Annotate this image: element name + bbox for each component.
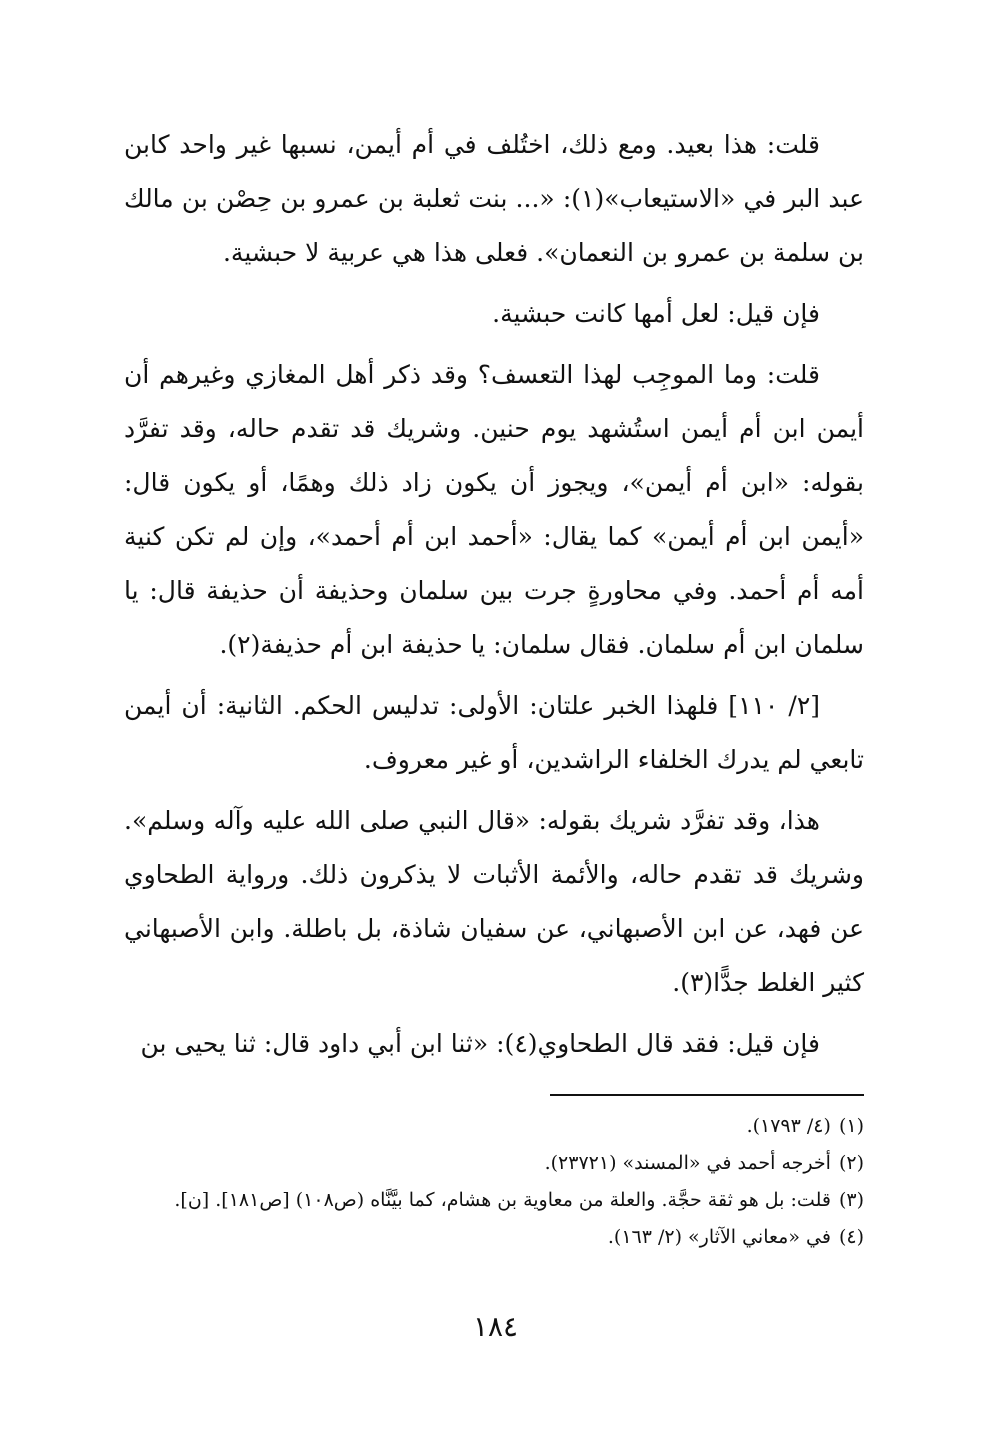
footnote	[124, 1145, 864, 1182]
footnote-text: قلت: بل هو ثقة حجَّة. والعلة من معاوية بن هشام، كما بيَّنَّاه (ص١٠٨) [ص١٨١]. [ن].	[174, 1189, 831, 1211]
footnote	[124, 1108, 864, 1145]
footnote-number: (١)	[838, 1115, 864, 1137]
paragraph: فإن قيل: لعل أمها كانت حبشية.	[492, 299, 820, 328]
footnote	[124, 1219, 864, 1256]
paragraph: [٢/ ١١٠] فلهذا الخبر علتان: الأولى: تدليس الحكم. الثانية: أن أيمن تابعي لم يدرك الخلفاء الراشدين، أو غير معروف.	[124, 691, 864, 774]
footnotes	[124, 1108, 864, 1256]
footnote-text: (٤/ ١٧٩٣).	[746, 1115, 831, 1137]
main-text	[124, 118, 864, 1078]
footnote-text: في «معاني الآثار» (٢/ ١٦٣).	[607, 1226, 831, 1248]
paragraph: قلت: هذا بعيد. ومع ذلك، اختُلف في أم أيمن، نسبها غير واحد كابن عبد البر في «الاستيعاب»(١): «... بنت ثعلبة بن عمرو بن حِصْن بن مالك بن سلمة بن عمرو بن النعمان». فعلى هذا هي عربية لا حبشية.	[124, 130, 864, 267]
paragraph: هذا، وقد تفرَّد شريك بقوله: «قال النبي صلى الله عليه وآله وسلم». وشريك قد تقدم حاله، والأئمة الأثبات لا يذكرون ذلك. ورواية الطحاوي عن فهد، عن ابن الأصبهاني، عن سفيان شاذة، بل باطلة. وابن الأصبهاني كثير الغلط جدًّا(٣).	[124, 806, 864, 997]
footnote-separator	[550, 1094, 864, 1096]
footnote-number: (٤)	[838, 1226, 864, 1248]
footnote-number: (٢)	[838, 1152, 864, 1174]
footnote-number: (٣)	[838, 1189, 864, 1211]
footnote	[124, 1182, 864, 1219]
page-number: ١٨٤	[472, 1310, 519, 1343]
footnote-text: أخرجه أحمد في «المسند» (٢٣٧٢١).	[544, 1152, 831, 1174]
paragraph: قلت: وما الموجِب لهذا التعسف؟ وقد ذكر أهل المغازي وغيرهم أن أيمن ابن أم أيمن استُشهد يوم حنين. وشريك قد تقدم حاله، وقد تفرَّد بقوله: «ابن أم أيمن»، ويجوز أن يكون زاد ذلك وهمًا، أو يكون قال: «أيمن ابن أم أيمن» كما يقال: «أحمد ابن أم أحمد»، وإن لم تكن كنية أمه أم أحمد. وفي محاورةٍ جرت بين سلمان وحذيفة أن حذيفة قال: يا سلمان ابن أم سلمان. فقال سلمان: يا حذيفة ابن أم حذيفة(٢).	[124, 360, 864, 659]
paragraph: فإن قيل: فقد قال الطحاوي(٤): «ثنا ابن أبي داود قال: ثنا يحيى بن	[140, 1029, 820, 1058]
